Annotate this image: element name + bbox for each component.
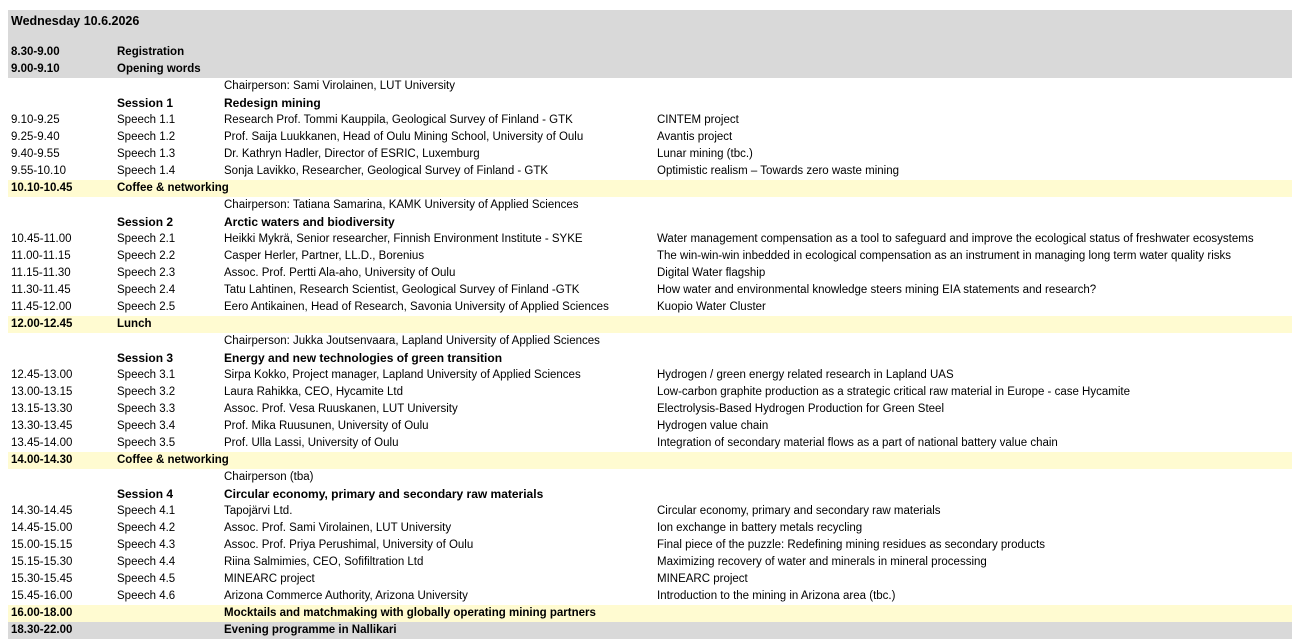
- speaker-cell: Assoc. Prof. Vesa Ruuskanen, LUT University: [224, 403, 458, 415]
- label-cell: Speech 4.1: [117, 505, 176, 517]
- time-cell: 14.30-14.45: [11, 505, 73, 517]
- label-cell: Speech 2.2: [117, 250, 176, 262]
- time-cell: 11.15-11.30: [11, 267, 71, 279]
- topic-cell: Lunar mining (tbc.): [657, 148, 753, 160]
- speaker-cell: Energy and new technologies of green transition: [224, 351, 503, 365]
- schedule-row: [8, 588, 1292, 605]
- schedule-row: [8, 469, 1292, 486]
- time-cell: 10.10-10.45: [11, 182, 73, 194]
- time-cell: 14.45-15.00: [11, 522, 73, 534]
- speaker-cell: Heikki Mykrä, Senior researcher, Finnish Environment Institute - SYKE: [224, 233, 583, 245]
- speaker-cell: Laura Rahikka, CEO, Hycamite Ltd: [224, 386, 403, 398]
- schedule-row: [8, 571, 1292, 588]
- topic-cell: Avantis project: [657, 131, 733, 143]
- speaker-cell: Assoc. Prof. Pertti Ala-aho, University of Oulu: [224, 267, 456, 279]
- speaker-cell: Arizona Commerce Authority, Arizona University: [224, 590, 468, 602]
- label-cell: Session 4: [117, 487, 174, 501]
- speaker-cell: Evening programme in Nallikari: [224, 624, 397, 636]
- time-cell: 11.45-12.00: [11, 301, 72, 313]
- topic-cell: Digital Water flagship: [657, 267, 766, 279]
- topic-cell: CINTEM project: [657, 114, 739, 126]
- topic-cell: Low-carbon graphite production as a strategic critical raw material in Europe - case Hycamite: [657, 386, 1130, 398]
- time-cell: 11.00-11.15: [11, 250, 71, 262]
- schedule-row: [8, 401, 1292, 418]
- session-header-row: [8, 95, 1292, 112]
- schedule-row: [8, 435, 1292, 452]
- speaker-cell: Prof. Saija Luukkanen, Head of Oulu Mining School, University of Oulu: [224, 131, 584, 143]
- label-cell: Speech 3.1: [117, 369, 176, 381]
- label-cell: Speech 3.3: [117, 403, 176, 415]
- break-row: [8, 316, 1292, 333]
- topic-cell: Optimistic realism – Towards zero waste mining: [657, 165, 900, 177]
- speaker-cell: Assoc. Prof. Priya Perushimal, University of Oulu: [224, 539, 474, 551]
- time-cell: 15.15-15.30: [11, 556, 73, 568]
- speaker-cell: Sonja Lavikko, Researcher, Geological Survey of Finland - GTK: [224, 165, 549, 177]
- time-cell: 15.30-15.45: [11, 573, 73, 585]
- label-cell: Registration: [117, 46, 185, 58]
- label-cell: Speech 4.5: [117, 573, 176, 585]
- speaker-cell: Riina Salmimies, CEO, Sofifiltration Ltd: [224, 556, 424, 568]
- time-cell: 18.30-22.00: [11, 624, 73, 636]
- speaker-cell: MINEARC project: [224, 573, 315, 585]
- time-cell: 9.10-9.25: [11, 114, 60, 126]
- time-cell: 10.45-11.00: [11, 233, 72, 245]
- schedule-row: [8, 554, 1292, 571]
- topic-cell: Hydrogen / green energy related research in Lapland UAS: [657, 369, 954, 381]
- session-header-row: [8, 350, 1292, 367]
- schedule-row: [8, 231, 1292, 248]
- label-cell: Speech 4.2: [117, 522, 176, 534]
- topic-cell: How water and environmental knowledge steers mining EIA statements and research?: [657, 284, 1097, 296]
- label-cell: Speech 4.3: [117, 539, 176, 551]
- label-cell: Speech 2.3: [117, 267, 176, 279]
- topic-cell: The win-win-win inbedded in ecological compensation as an instrument in managing long term water quality risks: [657, 250, 1232, 262]
- break-row: [8, 605, 1292, 622]
- label-cell: Opening words: [117, 63, 201, 75]
- time-cell: 15.45-16.00: [11, 590, 73, 602]
- speaker-cell: Redesign mining: [224, 96, 321, 110]
- schedule-row: [8, 146, 1292, 163]
- schedule-row: [8, 299, 1292, 316]
- schedule-row: [8, 112, 1292, 129]
- label-cell: Speech 2.5: [117, 301, 176, 313]
- speaker-cell: Eero Antikainen, Head of Research, Savonia University of Applied Sciences: [224, 301, 609, 313]
- topic-cell: Electrolysis-Based Hydrogen Production for Green Steel: [657, 403, 945, 415]
- schedule-row: [8, 197, 1292, 214]
- time-cell: 9.25-9.40: [11, 131, 60, 143]
- topic-cell: MINEARC project: [657, 573, 748, 585]
- schedule-row: [8, 384, 1292, 401]
- topic-cell: Water management compensation as a tool to safeguard and improve the ecological status of freshwater ecosystems: [657, 233, 1254, 245]
- time-cell: 8.30-9.00: [11, 46, 60, 58]
- schedule-row: [8, 248, 1292, 265]
- session-header-row: [8, 486, 1292, 503]
- time-cell: 13.00-13.15: [11, 386, 73, 398]
- speaker-cell: Research Prof. Tommi Kauppila, Geological Survey of Finland - GTK: [224, 114, 573, 126]
- schedule-row: [8, 129, 1292, 146]
- speaker-cell: Chairperson: Sami Virolainen, LUT University: [224, 80, 455, 92]
- label-cell: Session 2: [117, 215, 174, 229]
- time-cell: 15.00-15.15: [11, 539, 73, 551]
- day-title: Wednesday 10.6.2026: [11, 14, 140, 28]
- schedule-sheet: [8, 10, 1292, 639]
- label-cell: Speech 3.4: [117, 420, 176, 432]
- label-cell: Lunch: [117, 318, 152, 330]
- highlight-row: [8, 622, 1292, 639]
- schedule-row: [8, 418, 1292, 435]
- label-cell: Speech 3.5: [117, 437, 176, 449]
- time-cell: 14.00-14.30: [11, 454, 73, 466]
- break-row: [8, 452, 1292, 469]
- speaker-cell: Chairperson: Tatiana Samarina, KAMK University of Applied Sciences: [224, 199, 579, 211]
- schedule-row: [8, 537, 1292, 554]
- label-cell: Session 1: [117, 96, 174, 110]
- time-cell: 9.55-10.10: [11, 165, 66, 177]
- speaker-cell: Tatu Lahtinen, Research Scientist, Geological Survey of Finland -GTK: [224, 284, 580, 296]
- time-cell: 11.30-11.45: [11, 284, 71, 296]
- speaker-cell: Sirpa Kokko, Project manager, Lapland University of Applied Sciences: [224, 369, 581, 381]
- time-cell: 13.30-13.45: [11, 420, 73, 432]
- label-cell: Session 3: [117, 351, 174, 365]
- label-cell: Coffee & networking: [117, 454, 229, 466]
- speaker-cell: Chairperson: Jukka Joutsenvaara, Lapland University of Applied Sciences: [224, 335, 600, 347]
- speaker-cell: Prof. Ulla Lassi, University of Oulu: [224, 437, 399, 449]
- speaker-cell: Dr. Kathryn Hadler, Director of ESRIC, Luxemburg: [224, 148, 480, 160]
- speaker-cell: Assoc. Prof. Sami Virolainen, LUT University: [224, 522, 452, 534]
- topic-cell: Final piece of the puzzle: Redefining mining residues as secondary products: [657, 539, 1046, 551]
- topic-cell: Introduction to the mining in Arizona area (tbc.): [657, 590, 896, 602]
- speaker-cell: Prof. Mika Ruusunen, University of Oulu: [224, 420, 429, 432]
- time-cell: 9.40-9.55: [11, 148, 60, 160]
- label-cell: Coffee & networking: [117, 182, 229, 194]
- label-cell: Speech 2.1: [117, 233, 176, 245]
- topic-cell: Maximizing recovery of water and minerals in mineral processing: [657, 556, 987, 568]
- topic-cell: Hydrogen value chain: [657, 420, 769, 432]
- time-cell: 12.45-13.00: [11, 369, 73, 381]
- time-cell: 16.00-18.00: [11, 607, 73, 619]
- label-cell: Speech 1.3: [117, 148, 176, 160]
- day-title-row: [8, 10, 1292, 44]
- schedule-row: [8, 333, 1292, 350]
- schedule-row: [8, 163, 1292, 180]
- schedule-row: [8, 265, 1292, 282]
- highlight-row: [8, 44, 1292, 61]
- speaker-cell: Mocktails and matchmaking with globally operating mining partners: [224, 607, 596, 619]
- speaker-cell: Chairperson (tba): [224, 471, 314, 483]
- time-cell: 13.45-14.00: [11, 437, 73, 449]
- label-cell: Speech 4.4: [117, 556, 176, 568]
- schedule-row: [8, 503, 1292, 520]
- time-cell: 12.00-12.45: [11, 318, 73, 330]
- label-cell: Speech 1.1: [117, 114, 176, 126]
- speaker-cell: Circular economy, primary and secondary raw materials: [224, 487, 544, 501]
- label-cell: Speech 1.2: [117, 131, 176, 143]
- topic-cell: Integration of secondary material flows as a part of national battery value chain: [657, 437, 1058, 449]
- time-cell: 13.15-13.30: [11, 403, 73, 415]
- topic-cell: Kuopio Water Cluster: [657, 301, 766, 313]
- schedule-row: [8, 282, 1292, 299]
- topic-cell: Ion exchange in battery metals recycling: [657, 522, 863, 534]
- speaker-cell: Arctic waters and biodiversity: [224, 215, 395, 229]
- label-cell: Speech 1.4: [117, 165, 176, 177]
- schedule-rows: [8, 44, 1292, 639]
- speaker-cell: Casper Herler, Partner, LL.D., Borenius: [224, 250, 425, 262]
- schedule-row: [8, 78, 1292, 95]
- session-header-row: [8, 214, 1292, 231]
- highlight-row: [8, 61, 1292, 78]
- label-cell: Speech 4.6: [117, 590, 176, 602]
- label-cell: Speech 2.4: [117, 284, 176, 296]
- break-row: [8, 180, 1292, 197]
- speaker-cell: Tapojärvi Ltd.: [224, 505, 293, 517]
- topic-cell: Circular economy, primary and secondary raw materials: [657, 505, 941, 517]
- schedule-row: [8, 367, 1292, 384]
- schedule-row: [8, 520, 1292, 537]
- time-cell: 9.00-9.10: [11, 63, 60, 75]
- label-cell: Speech 3.2: [117, 386, 176, 398]
